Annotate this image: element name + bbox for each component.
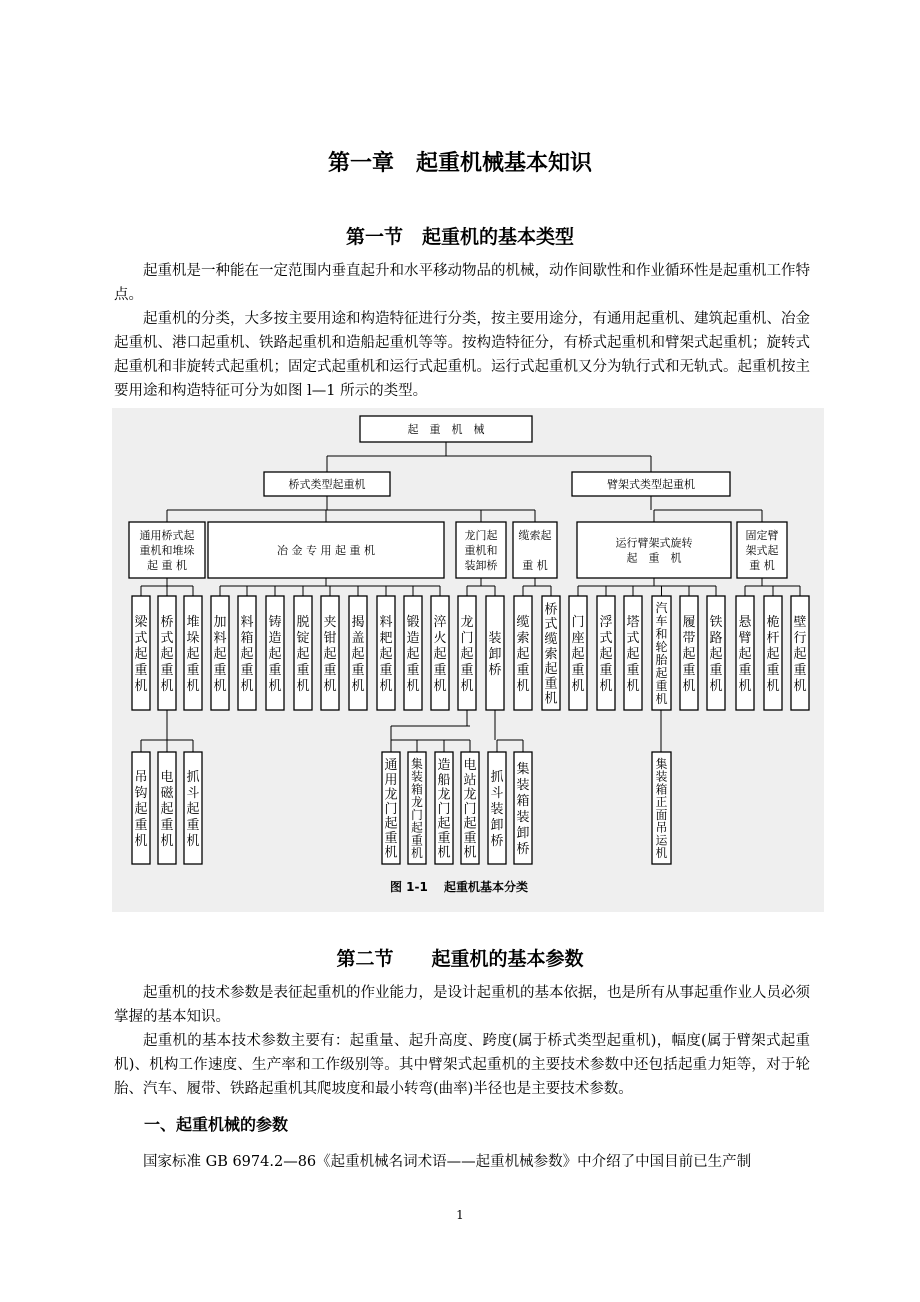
type-23-char: 机: [738, 678, 752, 694]
type-23-char: 臂: [738, 630, 752, 646]
gantry-subtype-1-char: 门: [384, 801, 398, 817]
type-4-char: 重: [213, 662, 227, 678]
gantry-subtype-4-char: 重: [463, 831, 477, 847]
type-9-char: 揭: [351, 614, 365, 630]
type-7-char: 起: [296, 646, 310, 662]
type-20-char: 起: [655, 666, 668, 681]
type-11-char: 造: [406, 630, 420, 646]
type-8-char: 重: [323, 662, 337, 678]
type-24-char: 杆: [766, 630, 780, 646]
type-3-char: 机: [186, 678, 200, 694]
type-19-char: 塔: [626, 614, 640, 630]
type-1-char: 起: [134, 646, 148, 662]
bridge-subtype-1-char: 重: [134, 817, 148, 833]
type-22-char: 起: [709, 646, 723, 662]
type-8-char: 钳: [323, 630, 337, 646]
gantry-subtype-2-char: 装: [411, 769, 423, 784]
paragraph-definition: 起重机是一种能在一定范围内垂直起升和水平移动物品的机械，动作间歇性和作业循环性是起重机工作特点。: [114, 263, 810, 303]
type-22-char: 机: [709, 678, 723, 694]
type-5-char: 机: [240, 678, 254, 694]
type-25-char: 机: [793, 678, 807, 694]
type-16-char: 缆: [544, 632, 558, 648]
bridge-subtype-3-char: 抓: [186, 769, 200, 785]
type-1-char: 重: [134, 662, 148, 678]
type-15-char: 缆: [516, 614, 530, 630]
type-12-char: 淬: [433, 614, 447, 630]
type-8-char: 机: [323, 678, 337, 694]
type-20-char: 车: [655, 614, 668, 629]
type-3-char: 堆: [186, 614, 200, 630]
section-title-1: 第一节 起重机的基本类型: [345, 226, 574, 248]
type-4-char: 加: [213, 614, 227, 630]
type-6-char: 机: [268, 678, 282, 694]
type-17-char: 门: [571, 614, 585, 630]
type-3-char: 重: [186, 662, 200, 678]
type-12-char: 机: [433, 678, 447, 694]
type-2-char: 重: [160, 662, 174, 678]
type-18-char: 机: [599, 678, 613, 694]
unloader-subtype-2-char: 装: [516, 809, 530, 825]
type-14-char: 桥: [488, 662, 502, 678]
bridge-subtype-3-char: 重: [186, 817, 200, 833]
type-17-char: 机: [571, 678, 585, 694]
type-10-char: 重: [379, 662, 393, 678]
type-23-char: 悬: [738, 614, 752, 630]
type-3-char: 垛: [186, 630, 200, 646]
gantry-subtype-4-char: 站: [463, 772, 477, 788]
type-10-char: 起: [379, 646, 393, 662]
type-4-char: 机: [213, 678, 227, 694]
type-7-char: 机: [296, 678, 310, 694]
type-13-char: 门: [460, 630, 474, 646]
gantry-subtype-4-char: 龙: [463, 787, 477, 803]
type-14-char: 卸: [488, 646, 502, 662]
type-24-char: 机: [766, 678, 780, 694]
type-17-char: 起: [571, 646, 585, 662]
type-25-char: 起: [793, 646, 807, 662]
truck-subtype-1-char: 机: [655, 846, 668, 861]
type-9-char: 重: [351, 662, 365, 678]
type-13-char: 机: [460, 678, 474, 694]
group-gantry-unloader-label: 重机和: [464, 544, 498, 557]
type-17-char: 重: [571, 662, 585, 678]
group-travelling-slewing-box: [577, 522, 731, 578]
type-12-char: 重: [433, 662, 447, 678]
truck-subtype-1-char: 箱: [655, 782, 668, 797]
bridge-subtype-2-char: 电: [160, 769, 174, 785]
unloader-subtype-2-char: 桥: [516, 841, 530, 857]
type-6-char: 重: [268, 662, 282, 678]
type-16-char: 索: [544, 646, 558, 662]
unloader-subtype-1-char: 卸: [490, 817, 504, 833]
gantry-subtype-4-char: 电: [463, 758, 477, 774]
type-8-char: 夹: [323, 614, 337, 630]
group-general-bridge-label: 重机和堆垛: [139, 544, 195, 557]
type-21-char: 机: [682, 678, 696, 694]
type-8-char: 起: [323, 646, 337, 662]
type-11-char: 机: [406, 678, 420, 694]
bridge-subtype-2-char: 磁: [160, 785, 174, 801]
unloader-subtype-1-char: 抓: [490, 769, 504, 785]
type-12-char: 起: [433, 646, 447, 662]
bridge-subtype-3-char: 机: [186, 833, 200, 849]
section-title-2: 第二节 起重机的基本参数: [336, 948, 584, 970]
group-cable-label: 缆索起: [518, 529, 552, 542]
type-25-char: 壁: [793, 614, 807, 630]
gantry-subtype-3-char: 机: [437, 845, 451, 861]
page-number: 1: [456, 1208, 464, 1222]
type-21-char: 带: [682, 630, 696, 646]
type-15-char: 机: [516, 678, 530, 694]
gantry-subtype-2-char: 机: [411, 846, 423, 861]
type-20-char: 重: [655, 679, 668, 694]
group-fixed-jib-label: 重 机: [749, 559, 775, 572]
type-1-char: 机: [134, 678, 148, 694]
truck-subtype-1-char: 装: [655, 769, 668, 784]
bridge-subtype-2-char: 重: [160, 817, 174, 833]
gantry-subtype-4-char: 机: [463, 845, 477, 861]
gantry-subtype-1-char: 用: [384, 772, 398, 788]
type-16-char: 桥: [544, 602, 558, 618]
truck-subtype-1-char: 正: [655, 795, 668, 810]
bridge-subtype-1-char: 吊: [134, 769, 148, 785]
type-5-char: 重: [240, 662, 254, 678]
type-20-char: 机: [655, 692, 668, 707]
unloader-subtype-1-char: 装: [490, 801, 504, 817]
type-6-char: 起: [268, 646, 282, 662]
group-cable-label: 重 机: [522, 559, 548, 572]
group-general-bridge-label: 起 重 机: [147, 559, 187, 572]
type-24-char: 桅: [766, 614, 780, 630]
unloader-subtype-2-char: 集: [516, 761, 530, 777]
type-18-char: 起: [599, 646, 613, 662]
truck-subtype-1-char: 集: [655, 756, 668, 771]
unloader-subtype-1-char: 桥: [490, 833, 504, 849]
type-9-char: 盖: [351, 630, 365, 646]
type-16-char: 式: [544, 617, 558, 633]
type-2-char: 起: [160, 646, 174, 662]
type-4-char: 料: [213, 630, 227, 646]
gantry-subtype-1-char: 龙: [384, 787, 398, 803]
type-17-char: 座: [571, 630, 585, 646]
type-16-char: 起: [544, 661, 558, 677]
group-gantry-unloader-label: 龙门起: [464, 529, 498, 542]
type-18-char: 式: [599, 630, 613, 646]
gantry-subtype-3-char: 龙: [437, 787, 451, 803]
unloader-subtype-2-char: 箱: [516, 793, 530, 809]
bridge-subtype-1-char: 机: [134, 833, 148, 849]
category-bridge-type-label: 桥式类型起重机: [288, 478, 366, 491]
gantry-subtype-1-char: 重: [384, 831, 398, 847]
type-21-char: 履: [682, 614, 696, 630]
type-6-char: 造: [268, 630, 282, 646]
type-5-char: 箱: [240, 630, 254, 646]
gantry-subtype-2-char: 重: [411, 833, 423, 848]
type-13-char: 龙: [460, 614, 474, 630]
type-13-char: 起: [460, 646, 474, 662]
group-gantry-unloader-label: 装卸桥: [464, 559, 498, 572]
gantry-subtype-3-char: 造: [437, 758, 451, 774]
type-7-char: 脱: [296, 614, 310, 630]
group-fixed-jib-label: 架式起: [745, 544, 779, 557]
type-19-char: 式: [626, 630, 640, 646]
type-2-char: 桥: [160, 614, 174, 630]
group-general-bridge-label: 通用桥式起: [139, 529, 195, 542]
type-9-char: 起: [351, 646, 365, 662]
type-20-char: 汽: [655, 601, 668, 616]
type-1-char: 式: [134, 630, 148, 646]
type-2-char: 式: [160, 630, 174, 646]
root-crane-machinery-label: 起 重 机 械: [407, 423, 485, 436]
type-22-char: 重: [709, 662, 723, 678]
chapter-title: 第一章 起重机械基本知识: [327, 151, 592, 176]
paragraph-parameters-list: 起重机的基本技术参数主要有：起重量、起升高度、跨度(属于桥式类型起重机)，幅度(属于臂架式起重机)、机构工作速度、生产率和工作级别等。其中臂架式起重机的主要技术参数中还包括起重力矩等，对于轮胎、汽车、履带、铁路起重机其爬坡度和最小转弯(曲率)半径也是主要技术参数。: [114, 1033, 810, 1097]
type-10-char: 机: [379, 678, 393, 694]
type-21-char: 重: [682, 662, 696, 678]
crane-classification-diagram: [112, 408, 824, 912]
type-16-char: 机: [544, 691, 558, 707]
type-15-char: 索: [516, 630, 530, 646]
type-18-char: 浮: [599, 614, 613, 630]
gantry-subtype-1-char: 起: [384, 816, 398, 832]
type-20-char: 轮: [655, 640, 668, 655]
type-18-char: 重: [599, 662, 613, 678]
type-20-char: 和: [655, 627, 668, 642]
type-21-char: 起: [682, 646, 696, 662]
type-10-char: 料: [379, 614, 393, 630]
gantry-subtype-2-char: 集: [411, 756, 423, 771]
type-10-char: 耙: [379, 630, 393, 646]
figure-caption: 图 1-1 起重机基本分类: [390, 880, 529, 894]
type-16-char: 重: [544, 676, 558, 692]
type-14-char: 装: [488, 630, 502, 646]
truck-subtype-1-char: 运: [655, 833, 668, 848]
type-1-char: 梁: [134, 614, 148, 630]
type-11-char: 重: [406, 662, 420, 678]
category-jib-type-label: 臂架式类型起重机: [607, 478, 695, 491]
type-15-char: 起: [516, 646, 530, 662]
unloader-subtype-2-char: 卸: [516, 825, 530, 841]
bridge-subtype-1-char: 钩: [134, 785, 148, 801]
type-22-char: 路: [709, 630, 723, 646]
group-metallurgical-label: 冶 金 专 用 起 重 机: [277, 544, 375, 557]
type-12-char: 火: [433, 630, 447, 646]
type-9-char: 机: [351, 678, 365, 694]
type-7-char: 锭: [296, 630, 310, 646]
paragraph-national-standard: 国家标准 GB 6974.2—86《起重机械名词术语——起重机械参数》中介绍了中国目前已生产制: [143, 1154, 752, 1170]
bridge-subtype-2-char: 起: [160, 801, 174, 817]
paragraph-classification: 起重机的分类，大多按主要用途和构造特征进行分类，按主要用途分，有通用起重机、建筑起重机、冶金起重机、港口起重机、铁路起重机和造船起重机等等。按构造特征分，有桥式起重机和臂架式起重机；旋转式起重机和非旋转式起重机；固定式起重机和运行式起重机。运行式起重机又分为轨行式和无轨式。起重机按主要用途和构造特征可分为如图 l—1 所示的类型。: [114, 311, 810, 399]
group-travelling-slewing-label: 运行臂架式旋转: [615, 536, 693, 550]
type-2-char: 机: [160, 678, 174, 694]
type-23-char: 重: [738, 662, 752, 678]
type-25-char: 行: [793, 630, 807, 646]
type-5-char: 料: [240, 614, 254, 630]
type-4-char: 起: [213, 646, 227, 662]
type-5-char: 起: [240, 646, 254, 662]
unloader-subtype-2-char: 装: [516, 777, 530, 793]
gantry-subtype-2-char: 龙: [411, 795, 423, 810]
type-23-char: 起: [738, 646, 752, 662]
type-24-char: 重: [766, 662, 780, 678]
gantry-subtype-2-char: 起: [411, 820, 423, 835]
type-7-char: 重: [296, 662, 310, 678]
gantry-subtype-3-char: 重: [437, 831, 451, 847]
truck-subtype-1-char: 吊: [655, 820, 668, 835]
type-11-char: 起: [406, 646, 420, 662]
gantry-subtype-3-char: 船: [437, 772, 451, 788]
type-22-char: 铁: [709, 614, 723, 630]
type-19-char: 起: [626, 646, 640, 662]
gantry-subtype-4-char: 起: [463, 816, 477, 832]
gantry-subtype-3-char: 起: [437, 816, 451, 832]
type-25-char: 重: [793, 662, 807, 678]
type-24-char: 起: [766, 646, 780, 662]
bridge-subtype-2-char: 机: [160, 833, 174, 849]
type-6-char: 铸: [268, 614, 282, 630]
type-11-char: 锻: [406, 614, 420, 630]
gantry-subtype-4-char: 门: [463, 801, 477, 817]
type-19-char: 机: [626, 678, 640, 694]
gantry-subtype-1-char: 通: [384, 758, 398, 774]
truck-subtype-1-char: 面: [655, 807, 668, 822]
subheading-parameters: 一、起重机械的参数: [144, 1115, 289, 1134]
group-fixed-jib-label: 固定臂: [745, 529, 779, 542]
type-19-char: 重: [626, 662, 640, 678]
paragraph-parameters-intro: 起重机的技术参数是表征起重机的作业能力，是设计起重机的基本依据，也是所有从事起重作业人员必须掌握的基本知识。: [114, 985, 810, 1025]
group-travelling-slewing-label: 起 重 机: [626, 551, 682, 565]
gantry-subtype-1-char: 机: [384, 845, 398, 861]
bridge-subtype-3-char: 斗: [186, 785, 200, 801]
gantry-subtype-3-char: 门: [437, 801, 451, 817]
type-3-char: 起: [186, 646, 200, 662]
gantry-subtype-2-char: 门: [411, 807, 423, 822]
type-20-char: 胎: [655, 653, 668, 668]
type-15-char: 重: [516, 662, 530, 678]
bridge-subtype-3-char: 起: [186, 801, 200, 817]
bridge-subtype-1-char: 起: [134, 801, 148, 817]
gantry-subtype-2-char: 箱: [411, 782, 423, 797]
unloader-subtype-1-char: 斗: [490, 785, 504, 801]
type-13-char: 重: [460, 662, 474, 678]
